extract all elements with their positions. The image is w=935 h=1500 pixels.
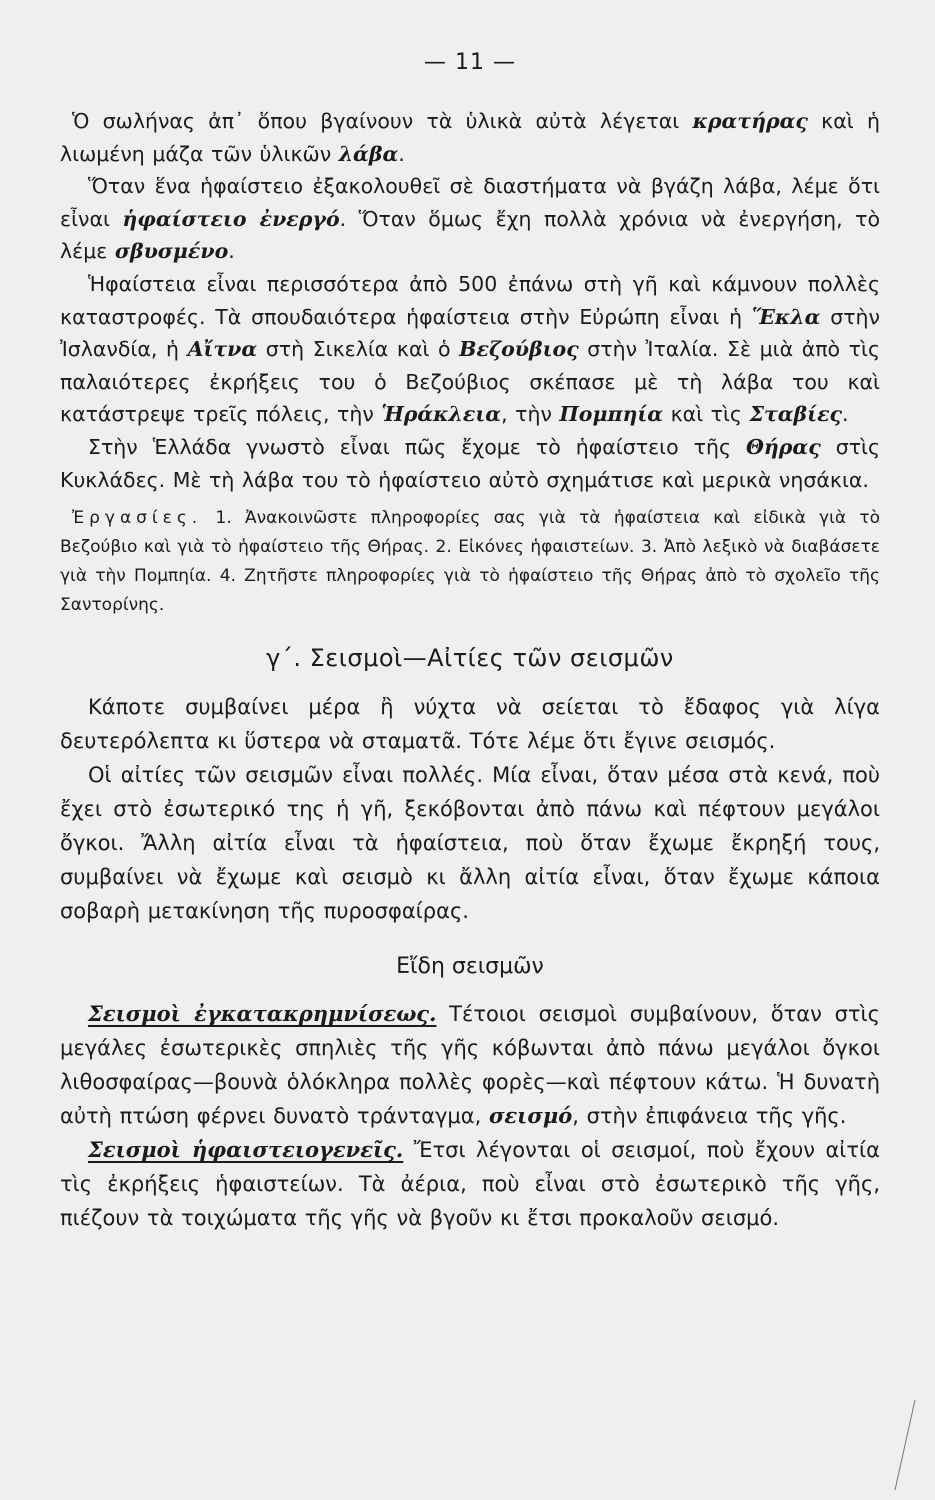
text-run: στὶς Κυκλάδες. Μὲ τὴ λάβα του τὸ ἡφαίστειο αὐτὸ σχημάτισε καὶ μερικὰ νησάκια. [60, 434, 881, 492]
paragraph-collapse-quakes [60, 997, 880, 1133]
earthquake-section [60, 690, 880, 1235]
text-run: Ἡφαίστεια εἶναι περισσότερα ἀπὸ 500 ἐπάνω στὴ γῆ καὶ κάμνουν πολλὲς καταστροφές. Τὰ σπουδαιότερα ἡφαίστεια στὴν Εὐρώπη εἶναι ἡ [60, 271, 880, 329]
paragraph-earthquake-causes: Οἱ αἰτίες τῶν σεισμῶν εἶναι πολλές. Μία εἶναι, ὅταν μέσα στὰ κενά, ποὺ ἔχει στὸ ἐσωτερικό της ἡ γῆ, ξεκόβονται ἀπὸ πάνω καὶ πέφτουν μεγάλοι ὄγκοι. Ἄλλη αἰτία εἶναι τὰ ἡφαίστεια, ποὺ ὅταν ἔχωμε ἔκρηξή τους, συμβαίνει νὰ ἔχωμε καὶ σεισμὸ κι ἄλλη αἰτία εἶναι, ὅταν ἔχωμε κάποια σοβαρὴ μετακίνηση τῆς πυροσφαίρας. [60, 763, 880, 924]
text-run: . [842, 402, 849, 427]
term-etna: Αἴτνα [187, 337, 258, 362]
text-run: Τέτοιοι σεισμοὶ συμβαίνουν, ὅταν στὶς μεγάλες ἐσωτερικὲς σπηλιὲς τῆς γῆς κόβωνται ἀπὸ πάνω μεγάλοι ὄγκοι λιθοσφαίρας—βουνὰ ὁλόκληρα πολλὲς φορὲς—καὶ πέφτουν κάτω. Ἡ δυνατὴ αὐτὴ πτώση φέρνει δυνατὸ τράνταγμα, [60, 1002, 880, 1129]
text-run: καὶ τὶς [663, 402, 750, 427]
paragraph-crater [60, 105, 880, 170]
term-pompeii: Πομπηία [559, 402, 664, 427]
text-run: καὶ ἡ λιωμένη μάζα τῶν ὑλικῶν [60, 109, 880, 166]
term-vesuvius: Βεζούβιος [459, 337, 579, 362]
term-active-volcano: ἡφαίστειο ἐνεργό [122, 206, 340, 231]
text-run: Στὴν Ἑλλάδα γνωστὸ εἶναι πῶς ἔχομε τὸ ἡφαίστειο τῆς [88, 434, 747, 459]
paragraph-active-volcano [60, 170, 880, 268]
exercises-text: 1. Ἀνακοινῶστε πληροφορίες σας γιὰ τὰ ἡφαίστεια καὶ εἰδικὰ γιὰ τὸ Βεζούβιο καὶ γιὰ τὸ ἡφαίστειο τῆς Θήρας. 2. Εἰκόνες ἡφαιστείων. 3. Ἀπὸ λεξικὸ νὰ διαβάσετε γιὰ τὴν Πομπηία. 4. Ζητῆστε πληροφορίες γιὰ τὸ ἡφαίστειο τῆς Θήρας ἀπὸ τὸ σχολεῖο τῆς Σαντορίνης. [60, 508, 880, 616]
text-run: . [228, 239, 235, 264]
page-number: — 11 — [424, 50, 516, 75]
exercises [60, 504, 880, 620]
paragraph-european-volcanoes [60, 268, 880, 431]
term-collapse-quakes: Σεισμοὶ ἐγκατακρημνίσεως. [88, 1001, 437, 1027]
term-extinct: σβυσμένο [114, 239, 229, 264]
term-thera: Θήρας [746, 434, 821, 459]
exercises-label: Ἐργασίες. [72, 508, 203, 529]
paragraph-volcanic-quakes [60, 1133, 880, 1235]
text-run: Ὅταν ἕνα ἡφαίστειο ἐξακολουθεῖ σὲ διαστήματα νὰ βγάζη λάβα, λέμε ὅτι εἶναι [60, 174, 880, 231]
text-run: , στὴν ἐπιφάνεια τῆς γῆς. [572, 1104, 847, 1129]
page-corner-mark [855, 1395, 925, 1495]
term-herculaneum: Ἡράκλεια [381, 402, 502, 427]
term-seismo: σεισμό [488, 1103, 573, 1129]
term-lava: λάβα [338, 141, 399, 166]
term-hekla: Ἕκλα [751, 304, 821, 329]
text-run: Ἔτσι λέγονται οἱ σεισμοί, ποὺ ἔχουν αἰτία τὶς ἐκρήξεις ἡφαιστείων. Τὰ ἀέρια, ποὺ εἶναι στὸ ἐσωτερικὸ τῆς γῆς, πιέζουν τὰ τοιχώματα τῆς γῆς νὰ βγοῦν κι ἔτσι προκαλοῦν σεισμό. [60, 1138, 880, 1231]
text-run: , τὴν [501, 402, 560, 427]
text-run: στὴ Σικελία καὶ ὁ [257, 337, 460, 362]
section-title: γ΄. Σεισμοὶ—Αἰτίες τῶν σεισμῶν [266, 644, 674, 673]
text-run: στὴν Ἰταλία. Σὲ μιὰ ἀπὸ τὶς παλαιότερες ἐκρήξεις του ὁ Βεζούβιος σκέπασε μὲ τὴ λάβα του καὶ κατάστρεψε τρεῖς πόλεις, τὴν [60, 337, 880, 427]
book-page [60, 50, 880, 1235]
subsection-title: Εἴδη σεισμῶν [396, 954, 544, 980]
text-run: στὴν Ἰσλανδία, ἡ [60, 304, 880, 362]
term-stabiae: Σταβίες [749, 402, 843, 427]
text-run: Ὁ σωλήνας ἀπ᾽ ὅπου βγαίνουν τὰ ὑλικὰ αὐτὰ λέγεται [72, 109, 693, 133]
text-run: . [398, 141, 405, 166]
term-volcanic-quakes: Σεισμοὶ ἡφαιστειογενεῖς. [88, 1137, 404, 1163]
paragraph-thera [60, 431, 880, 496]
text-run: . Ὅταν ὅμως ἔχη πολλὰ χρόνια νὰ ἐνεργήση, τὸ λέμε [60, 206, 880, 264]
paragraph-earthquake-intro: Κάποτε συμβαίνει μέρα ἢ νύχτα νὰ σείεται τὸ ἔδαφος γιὰ λίγα δευτερόλεπτα κι ὕστερα νὰ σταματᾶ. Τότε λέμε ὅτι ἔγινε σεισμός. [60, 695, 880, 754]
term-krateras: κρατήρας [692, 109, 808, 133]
